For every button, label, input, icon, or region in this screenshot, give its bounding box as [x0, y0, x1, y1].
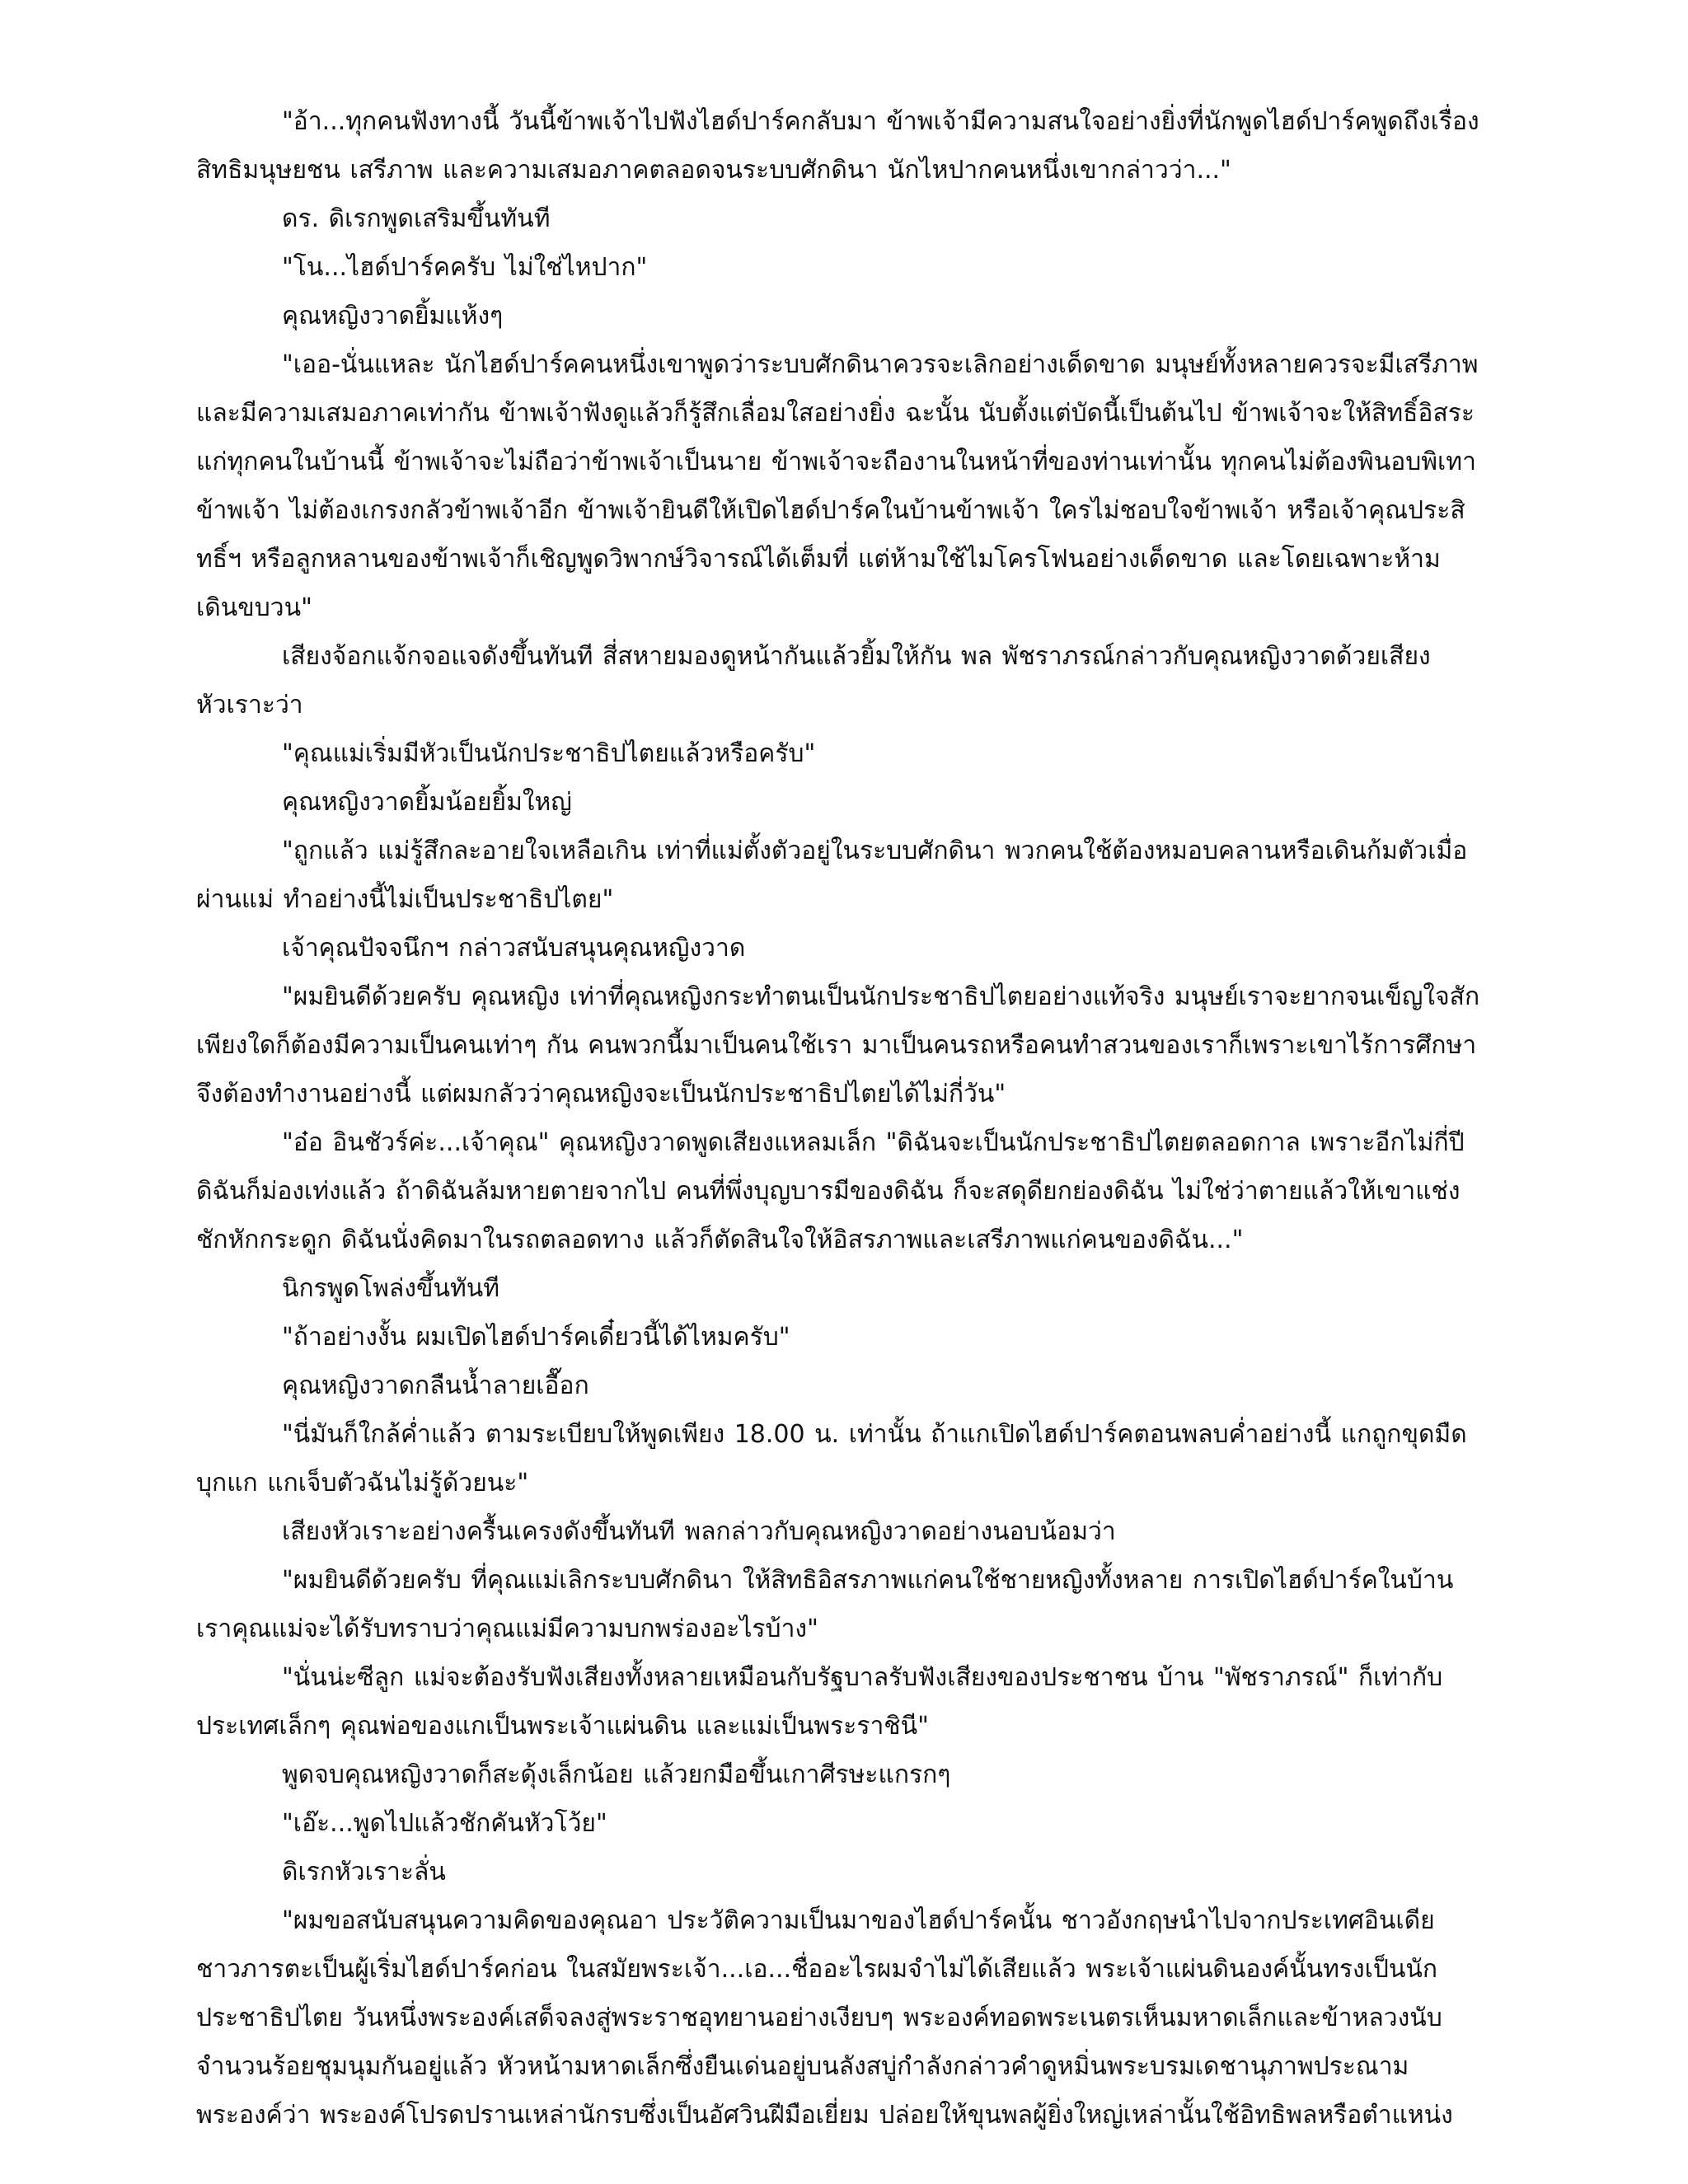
- paragraph: "เออ-นั่นแหละ นักไฮด์ปาร์คคนหนึ่งเขาพูดว่าระบบศักดินาควรจะเลิกอย่างเด็ดขาด มนุษย์ทั้งหลายควรจะมีเสรีภาพและมีความเสมอภาคเท่ากัน ข้าพเจ้าฟังดูแล้วก็รู้สึกเลื่อมใสอย่างยิ่ง ฉะนั้น นับตั้งแต่บัดนี้เป็นต้นไป ข้าพเจ้าจะให้สิทธิ์อิสระแก่ทุกคนในบ้านนี้ ข้าพเจ้าจะไม่ถือว่าข้าพเจ้าเป็นนาย ข้าพเจ้าจะถืองานในหน้าที่ของท่านเท่านั้น ทุกคนไม่ต้องพินอบพิเทาข้าพเจ้า ไม่ต้องเกรงกลัวข้าพเจ้าอีก ข้าพเจ้ายินดีให้เปิดไฮด์ปาร์คในบ้านข้าพเจ้า ใครไม่ชอบใจข้าพเจ้า หรือเจ้าคุณประสิทธิ์ฯ หรือลูกหลานของข้าพเจ้าก็เชิญพูดวิพากษ์วิจารณ์ได้เต็มที่ แต่ห้ามใช้ไมโครโฟนอย่างเด็ดขาด และโดยเฉพาะห้ามเดินขบวน": [196, 350, 1479, 622]
- paragraph: คุณหญิงวาดกลืนน้ำลายเอื๊อก: [282, 1371, 589, 1400]
- paragraph: "อ๋อ อินชัวร์ค่ะ...เจ้าคุณ" คุณหญิงวาดพูดเสียงแหลมเล็ก "ดิฉันจะเป็นนักประชาธิปไตยตลอดกาล เพราะอีกไม่กี่ปีดิฉันก็ม่องเท่งแล้ว ถ้าดิฉันล้มหายตายจากไป คนที่พึ่งบุญบารมีของดิฉัน ก็จะสดุดียกย่องดิฉัน ไม่ใช่ว่าตายแล้วให้เขาแช่งชักหักกระดูก ดิฉันนั่งคิดมาในรถตลอดทาง แล้วก็ตัดสินใจให้อิสรภาพและเสรีภาพแก่คนของดิฉัน...": [196, 1128, 1465, 1254]
- paragraph: "นี่มันก็ใกล้ค่ำแล้ว ตามระเบียบให้พูดเพียง 18.00 น. เท่านั้น ถ้าแกเปิดไฮด์ปาร์คตอนพลบค่ำอย่างนี้ แกถูกขุดมืดบุกแก แกเจ็บตัวฉันไม่รู้ด้วยนะ": [196, 1420, 1467, 1497]
- paragraph: คุณหญิงวาดยิ้มน้อยยิ้มใหญ่: [282, 788, 572, 817]
- paragraph: คุณหญิงวาดยิ้มแห้งๆ: [282, 302, 504, 330]
- paragraph: พูดจบคุณหญิงวาดก็สะดุ้งเล็กน้อย แล้วยกมือขึ้นเกาศีรษะแกรกๆ: [282, 1760, 951, 1789]
- document-page: [196, 97, 1482, 2139]
- paragraph: ดร. ดิเรกพูดเสริมขึ้นทันที: [282, 204, 551, 233]
- paragraph: "ผมยินดีด้วยครับ คุณหญิง เท่าที่คุณหญิงกระทำตนเป็นนักประชาธิปไตยอย่างแท้จริง มนุษย์เราจะยากจนเข็ญใจสักเพียงใดก็ต้องมีความเป็นคนเท่าๆ กัน คนพวกนี้มาเป็นคนใช้เรา มาเป็นคนรถหรือคนทำสวนของเราก็เพราะเขาไร้การศึกษาจึงต้องทำงานอย่างนี้ แต่ผมกลัวว่าคุณหญิงจะเป็นนักประชาธิปไตยได้ไม่กี่วัน": [196, 982, 1480, 1108]
- paragraph: "อ้า...ทุกคนฟังทางนี้ วันนี้ข้าพเจ้าไปฟังไฮด์ปาร์คกลับมา ข้าพเจ้ามีความสนใจอย่างยิ่งที่นักพูดไฮด์ปาร์คพูดถึงเรื่องสิทธิมนุษยชน เสรีภาพ และความเสมอภาคตลอดจนระบบศักดินา นักไหปากคนหนึ่งเขากล่าวว่า...": [196, 107, 1479, 185]
- paragraph: "ถ้าอย่างงั้น ผมเปิดไฮด์ปาร์คเดี๋ยวนี้ได้ไหมครับ": [282, 1323, 790, 1352]
- paragraph: ดิเรกหัวเราะลั่น: [282, 1858, 446, 1886]
- paragraph: "ถูกแล้ว แม่รู้สึกละอายใจเหลือเกิน เท่าที่แม่ตั้งตัวอยู่ในระบบศักดินา พวกคนใช้ต้องหมอบคลานหรือเดินก้มตัวเมื่อผ่านแม่ ทำอย่างนี้ไม่เป็นประชาธิปไตย": [196, 837, 1468, 914]
- paragraph: เสียงหัวเราะอย่างครื้นเครงดังขึ้นทันที พลกล่าวกับคุณหญิงวาดอย่างนอบน้อมว่า: [282, 1517, 1116, 1546]
- paragraph: "คุณแม่เริ่มมีหัวเป็นนักประชาธิปไตยแล้วหรือครับ": [282, 739, 816, 768]
- paragraph: เจ้าคุณปัจจนึกฯ กล่าวสนับสนุนคุณหญิงวาด: [282, 934, 746, 963]
- paragraph: "เอ๊ะ...พูดไปแล้วชักคันหัวโว้ย": [282, 1809, 607, 1838]
- paragraph: เสียงจ้อกแจ้กจอแจดังขึ้นทันที สี่สหายมองดูหน้ากันแล้วยิ้มให้กัน พล พัชราภรณ์กล่าวกับคุณหญิงวาดด้วยเสียงหัวเราะว่า: [196, 642, 1431, 719]
- paragraph: "โน...ไฮด์ปาร์คครับ ไม่ใช่ไหปาก": [282, 253, 648, 282]
- paragraph: นิกรพูดโพล่งขึ้นทันที: [282, 1274, 500, 1303]
- paragraph: "ผมขอสนับสนุนความคิดของคุณอา ประวัติความเป็นมาของไฮด์ปาร์คนั้น ชาวอังกฤษนำไปจากประเทศอินเดีย ชาวภารตะเป็นผู้เริ่มไฮด์ปาร์คก่อน ในสมัยพระเจ้า...เอ...ชื่ออะไรผมจำไม่ได้เสียแล้ว พระเจ้าแผ่นดินองค์นั้นทรงเป็นนักประชาธิปไตย วันหนึ่งพระองค์เสด็จลงสู่พระราชอุทยานอย่างเงียบๆ พระองค์ทอดพระเนตรเห็นมหาดเล็กและข้าหลวงนับจำนวนร้อยชุมนุมกันอยู่แล้ว หัวหน้ามหาดเล็กซึ่งยืนเด่นอยู่บนลังสบู่กำลังกล่าวคำดูหมิ่นพระบรมเดชานุภาพประณามพระองค์ว่า พระองค์โปรดปรานเหล่านักรบซึ่งเป็นอัศวินฝีมือเยี่ยม ปล่อยให้ขุนพลผู้ยิ่งใหญ่เหล่านั้นใช้อิทธิพลหรือตำแหน่ง: [196, 1906, 1453, 2130]
- paragraph: "นั่นน่ะซีลูก แม่จะต้องรับฟังเสียงทั้งหลายเหมือนกับรัฐบาลรับฟังเสียงของประชาชน บ้าน "พัชราภรณ์" ก็เท่ากับประเทศเล็กๆ คุณพ่อของแกเป็นพระเจ้าแผ่นดิน และแม่เป็นพระราชินี": [196, 1663, 1443, 1741]
- paragraph: "ผมยินดีด้วยครับ ที่คุณแม่เลิกระบบศักดินา ให้สิทธิอิสรภาพแก่คนใช้ชายหญิงทั้งหลาย การเปิดไฮด์ปาร์คในบ้านเราคุณแม่จะได้รับทราบว่าคุณแม่มีความบกพร่องอะไรบ้าง": [196, 1566, 1454, 1643]
